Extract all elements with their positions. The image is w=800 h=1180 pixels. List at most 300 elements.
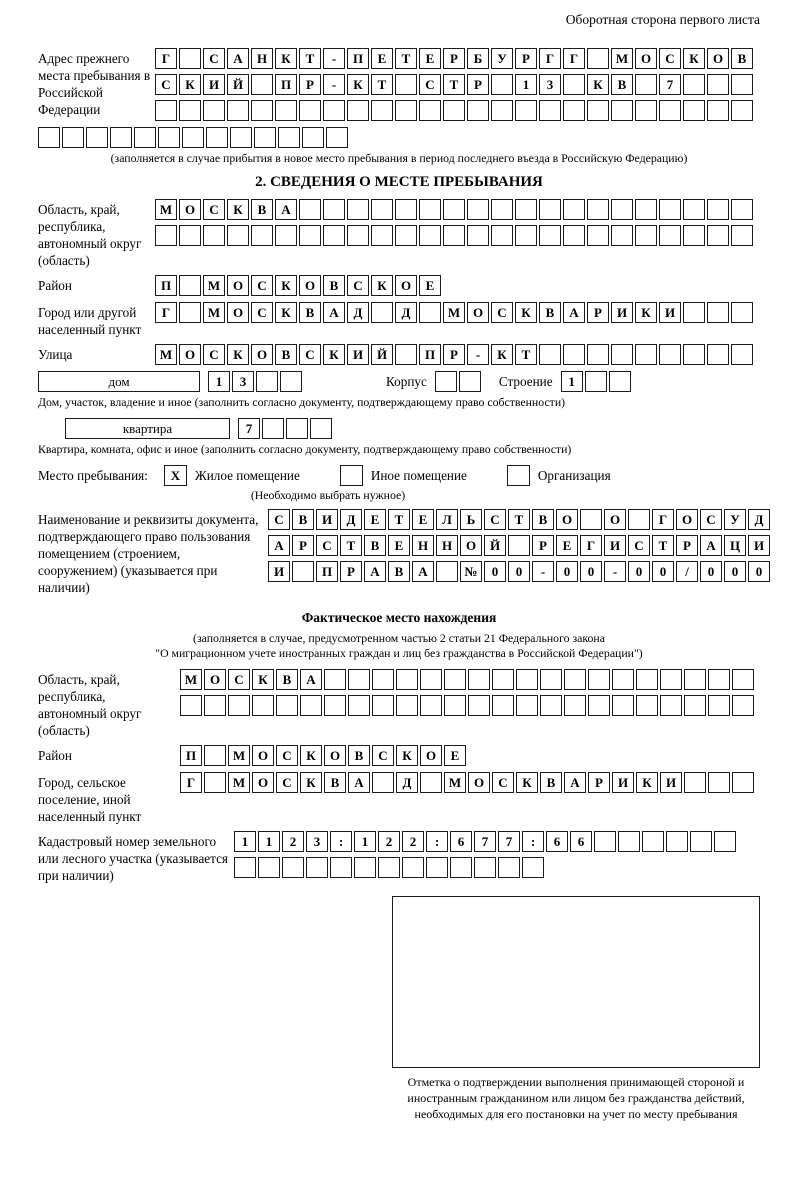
char-box[interactable]: [580, 509, 602, 530]
char-box[interactable]: [155, 100, 177, 121]
char-box[interactable]: С: [372, 745, 394, 766]
char-box[interactable]: [395, 199, 417, 220]
char-box[interactable]: [179, 225, 201, 246]
zhiloe-checkbox[interactable]: X: [164, 465, 187, 486]
char-box[interactable]: О: [604, 509, 626, 530]
char-box[interactable]: А: [323, 302, 345, 323]
char-box[interactable]: К: [587, 74, 609, 95]
char-box[interactable]: [732, 695, 754, 716]
char-box[interactable]: [492, 695, 514, 716]
char-box[interactable]: [491, 199, 513, 220]
char-box[interactable]: М: [155, 199, 177, 220]
char-box[interactable]: Ь: [460, 509, 482, 530]
char-box[interactable]: [587, 48, 609, 69]
char-box[interactable]: Т: [340, 535, 362, 556]
char-box[interactable]: [234, 857, 256, 878]
char-box[interactable]: [683, 225, 705, 246]
char-box[interactable]: К: [300, 745, 322, 766]
char-box[interactable]: А: [268, 535, 290, 556]
char-box[interactable]: [254, 127, 276, 148]
char-box[interactable]: [134, 127, 156, 148]
char-box[interactable]: [731, 199, 753, 220]
char-box[interactable]: [636, 695, 658, 716]
char-box[interactable]: [612, 669, 634, 690]
char-box[interactable]: [323, 225, 345, 246]
char-box[interactable]: [492, 669, 514, 690]
char-box[interactable]: [707, 100, 729, 121]
char-box[interactable]: О: [420, 745, 442, 766]
char-box[interactable]: Д: [395, 302, 417, 323]
char-box[interactable]: [498, 857, 520, 878]
char-box[interactable]: [204, 772, 226, 793]
char-box[interactable]: С: [299, 344, 321, 365]
char-box[interactable]: [436, 561, 458, 582]
char-box[interactable]: [310, 418, 332, 439]
char-box[interactable]: 2: [282, 831, 304, 852]
char-box[interactable]: С: [492, 772, 514, 793]
char-box[interactable]: [635, 344, 657, 365]
char-box[interactable]: [628, 509, 650, 530]
char-box[interactable]: [491, 225, 513, 246]
char-box[interactable]: В: [388, 561, 410, 582]
char-box[interactable]: [564, 669, 586, 690]
char-box[interactable]: 1: [234, 831, 256, 852]
char-box[interactable]: К: [396, 745, 418, 766]
char-box[interactable]: [179, 275, 201, 296]
char-box[interactable]: [508, 535, 530, 556]
char-box[interactable]: [707, 199, 729, 220]
char-box[interactable]: [278, 127, 300, 148]
char-box[interactable]: [594, 831, 616, 852]
char-box[interactable]: Е: [444, 745, 466, 766]
char-box[interactable]: [323, 199, 345, 220]
char-box[interactable]: [731, 302, 753, 323]
char-box[interactable]: [707, 225, 729, 246]
char-box[interactable]: [395, 344, 417, 365]
char-box[interactable]: [230, 127, 252, 148]
char-box[interactable]: [347, 225, 369, 246]
char-box[interactable]: О: [179, 344, 201, 365]
char-box[interactable]: О: [204, 669, 226, 690]
char-box[interactable]: [731, 74, 753, 95]
char-box[interactable]: Е: [419, 275, 441, 296]
char-box[interactable]: [707, 74, 729, 95]
char-box[interactable]: 0: [628, 561, 650, 582]
char-box[interactable]: У: [491, 48, 513, 69]
char-box[interactable]: Г: [539, 48, 561, 69]
char-box[interactable]: П: [419, 344, 441, 365]
char-box[interactable]: [540, 695, 562, 716]
char-box[interactable]: Н: [412, 535, 434, 556]
char-box[interactable]: Р: [588, 772, 610, 793]
char-box[interactable]: В: [348, 745, 370, 766]
char-box[interactable]: [252, 695, 274, 716]
char-box[interactable]: О: [676, 509, 698, 530]
char-box[interactable]: [540, 669, 562, 690]
char-box[interactable]: [707, 344, 729, 365]
char-box[interactable]: И: [203, 74, 225, 95]
char-box[interactable]: [683, 74, 705, 95]
char-box[interactable]: А: [275, 199, 297, 220]
char-box[interactable]: М: [180, 669, 202, 690]
char-box[interactable]: М: [611, 48, 633, 69]
char-box[interactable]: [708, 772, 730, 793]
char-box[interactable]: Е: [371, 48, 393, 69]
char-box[interactable]: А: [300, 669, 322, 690]
char-box[interactable]: Е: [412, 509, 434, 530]
char-box[interactable]: :: [426, 831, 448, 852]
char-box[interactable]: [444, 669, 466, 690]
char-box[interactable]: [419, 199, 441, 220]
char-box[interactable]: 7: [238, 418, 260, 439]
char-box[interactable]: К: [300, 772, 322, 793]
char-box[interactable]: К: [371, 275, 393, 296]
char-box[interactable]: А: [700, 535, 722, 556]
char-box[interactable]: [354, 857, 376, 878]
char-box[interactable]: И: [268, 561, 290, 582]
char-box[interactable]: [348, 669, 370, 690]
char-box[interactable]: [258, 857, 280, 878]
char-box[interactable]: [611, 199, 633, 220]
char-box[interactable]: [323, 100, 345, 121]
char-box[interactable]: Р: [676, 535, 698, 556]
char-box[interactable]: А: [412, 561, 434, 582]
char-box[interactable]: [275, 225, 297, 246]
char-box[interactable]: К: [227, 199, 249, 220]
char-box[interactable]: 0: [484, 561, 506, 582]
char-box[interactable]: О: [251, 344, 273, 365]
char-box[interactable]: И: [659, 302, 681, 323]
char-box[interactable]: [396, 669, 418, 690]
char-box[interactable]: [203, 100, 225, 121]
char-box[interactable]: М: [228, 745, 250, 766]
char-box[interactable]: [348, 695, 370, 716]
char-box[interactable]: [420, 695, 442, 716]
char-box[interactable]: [347, 199, 369, 220]
char-box[interactable]: [443, 199, 465, 220]
char-box[interactable]: М: [443, 302, 465, 323]
char-box[interactable]: [539, 100, 561, 121]
char-box[interactable]: [732, 669, 754, 690]
char-box[interactable]: [302, 127, 324, 148]
char-box[interactable]: Р: [532, 535, 554, 556]
char-box[interactable]: С: [268, 509, 290, 530]
char-box[interactable]: [660, 669, 682, 690]
char-box[interactable]: [609, 371, 631, 392]
char-box[interactable]: И: [612, 772, 634, 793]
char-box[interactable]: Р: [299, 74, 321, 95]
char-box[interactable]: [280, 371, 302, 392]
char-box[interactable]: Г: [580, 535, 602, 556]
char-box[interactable]: Б: [467, 48, 489, 69]
char-box[interactable]: У: [724, 509, 746, 530]
char-box[interactable]: П: [155, 275, 177, 296]
char-box[interactable]: Й: [371, 344, 393, 365]
char-box[interactable]: [635, 74, 657, 95]
char-box[interactable]: [684, 669, 706, 690]
char-box[interactable]: К: [347, 74, 369, 95]
char-box[interactable]: С: [155, 74, 177, 95]
char-box[interactable]: М: [228, 772, 250, 793]
char-box[interactable]: /: [676, 561, 698, 582]
char-box[interactable]: [38, 127, 60, 148]
char-box[interactable]: [659, 199, 681, 220]
char-box[interactable]: С: [251, 275, 273, 296]
char-box[interactable]: [491, 100, 513, 121]
char-box[interactable]: О: [468, 772, 490, 793]
char-box[interactable]: Г: [155, 48, 177, 69]
char-box[interactable]: -: [532, 561, 554, 582]
char-box[interactable]: В: [324, 772, 346, 793]
char-box[interactable]: К: [635, 302, 657, 323]
char-box[interactable]: К: [515, 302, 537, 323]
char-box[interactable]: [516, 695, 538, 716]
char-box[interactable]: М: [155, 344, 177, 365]
char-box[interactable]: -: [467, 344, 489, 365]
char-box[interactable]: [659, 344, 681, 365]
char-box[interactable]: [204, 695, 226, 716]
char-box[interactable]: С: [700, 509, 722, 530]
char-box[interactable]: №: [460, 561, 482, 582]
char-box[interactable]: О: [252, 745, 274, 766]
char-box[interactable]: Г: [652, 509, 674, 530]
char-box[interactable]: [459, 371, 481, 392]
char-box[interactable]: [419, 302, 441, 323]
char-box[interactable]: [371, 302, 393, 323]
char-box[interactable]: [450, 857, 472, 878]
char-box[interactable]: [690, 831, 712, 852]
char-box[interactable]: [708, 695, 730, 716]
char-box[interactable]: :: [522, 831, 544, 852]
char-box[interactable]: К: [227, 344, 249, 365]
char-box[interactable]: М: [203, 275, 225, 296]
char-box[interactable]: И: [660, 772, 682, 793]
char-box[interactable]: [642, 831, 664, 852]
char-box[interactable]: В: [323, 275, 345, 296]
char-box[interactable]: [467, 100, 489, 121]
char-box[interactable]: Т: [395, 48, 417, 69]
char-box[interactable]: [395, 225, 417, 246]
char-box[interactable]: А: [564, 772, 586, 793]
char-box[interactable]: Г: [563, 48, 585, 69]
char-box[interactable]: [292, 561, 314, 582]
char-box[interactable]: [419, 225, 441, 246]
char-box[interactable]: :: [330, 831, 352, 852]
char-box[interactable]: А: [364, 561, 386, 582]
char-box[interactable]: [256, 371, 278, 392]
char-box[interactable]: [731, 344, 753, 365]
char-box[interactable]: В: [276, 669, 298, 690]
char-box[interactable]: [275, 100, 297, 121]
char-box[interactable]: С: [419, 74, 441, 95]
char-box[interactable]: С: [203, 344, 225, 365]
char-box[interactable]: 0: [580, 561, 602, 582]
char-box[interactable]: Т: [515, 344, 537, 365]
char-box[interactable]: 1: [515, 74, 537, 95]
char-box[interactable]: [587, 100, 609, 121]
char-box[interactable]: О: [179, 199, 201, 220]
char-box[interactable]: [683, 199, 705, 220]
char-box[interactable]: А: [563, 302, 585, 323]
char-box[interactable]: К: [275, 275, 297, 296]
char-box[interactable]: 1: [354, 831, 376, 852]
char-box[interactable]: [539, 344, 561, 365]
char-box[interactable]: [372, 695, 394, 716]
char-box[interactable]: [282, 857, 304, 878]
char-box[interactable]: Е: [419, 48, 441, 69]
char-box[interactable]: К: [252, 669, 274, 690]
char-box[interactable]: Д: [396, 772, 418, 793]
char-box[interactable]: 7: [659, 74, 681, 95]
char-box[interactable]: В: [731, 48, 753, 69]
char-box[interactable]: [708, 669, 730, 690]
char-box[interactable]: Е: [556, 535, 578, 556]
char-box[interactable]: [468, 669, 490, 690]
inoe-checkbox[interactable]: [340, 465, 363, 486]
char-box[interactable]: [371, 199, 393, 220]
char-box[interactable]: [683, 100, 705, 121]
char-box[interactable]: [110, 127, 132, 148]
char-box[interactable]: И: [604, 535, 626, 556]
char-box[interactable]: Е: [388, 535, 410, 556]
char-box[interactable]: В: [540, 772, 562, 793]
char-box[interactable]: -: [323, 48, 345, 69]
char-box[interactable]: [515, 199, 537, 220]
char-box[interactable]: Т: [299, 48, 321, 69]
char-box[interactable]: П: [180, 745, 202, 766]
char-box[interactable]: [251, 74, 273, 95]
char-box[interactable]: [306, 857, 328, 878]
char-box[interactable]: К: [323, 344, 345, 365]
char-box[interactable]: С: [251, 302, 273, 323]
char-box[interactable]: С: [203, 48, 225, 69]
char-box[interactable]: О: [227, 275, 249, 296]
char-box[interactable]: С: [659, 48, 681, 69]
char-box[interactable]: Р: [340, 561, 362, 582]
char-box[interactable]: М: [203, 302, 225, 323]
char-box[interactable]: 3: [539, 74, 561, 95]
char-box[interactable]: [395, 74, 417, 95]
char-box[interactable]: Й: [484, 535, 506, 556]
char-box[interactable]: [659, 225, 681, 246]
char-box[interactable]: [62, 127, 84, 148]
char-box[interactable]: [179, 48, 201, 69]
char-box[interactable]: [522, 857, 544, 878]
char-box[interactable]: [443, 100, 465, 121]
char-box[interactable]: [420, 772, 442, 793]
char-box[interactable]: [660, 695, 682, 716]
char-box[interactable]: В: [299, 302, 321, 323]
char-box[interactable]: С: [228, 669, 250, 690]
char-box[interactable]: [539, 225, 561, 246]
char-box[interactable]: К: [636, 772, 658, 793]
char-box[interactable]: С: [203, 199, 225, 220]
char-box[interactable]: 0: [556, 561, 578, 582]
char-box[interactable]: В: [275, 344, 297, 365]
char-box[interactable]: [539, 199, 561, 220]
char-box[interactable]: Д: [340, 509, 362, 530]
char-box[interactable]: Р: [443, 344, 465, 365]
char-box[interactable]: С: [276, 745, 298, 766]
char-box[interactable]: Н: [436, 535, 458, 556]
char-box[interactable]: [587, 344, 609, 365]
char-box[interactable]: [635, 225, 657, 246]
char-box[interactable]: [396, 695, 418, 716]
char-box[interactable]: [435, 371, 457, 392]
char-box[interactable]: [206, 127, 228, 148]
char-box[interactable]: [683, 344, 705, 365]
char-box[interactable]: 7: [498, 831, 520, 852]
char-box[interactable]: -: [323, 74, 345, 95]
char-box[interactable]: [227, 100, 249, 121]
char-box[interactable]: С: [347, 275, 369, 296]
char-box[interactable]: П: [316, 561, 338, 582]
char-box[interactable]: 2: [378, 831, 400, 852]
char-box[interactable]: 0: [700, 561, 722, 582]
char-box[interactable]: Е: [364, 509, 386, 530]
char-box[interactable]: 0: [724, 561, 746, 582]
char-box[interactable]: Й: [227, 74, 249, 95]
char-box[interactable]: В: [539, 302, 561, 323]
char-box[interactable]: [227, 225, 249, 246]
char-box[interactable]: 1: [208, 371, 230, 392]
char-box[interactable]: [299, 199, 321, 220]
char-box[interactable]: [372, 772, 394, 793]
char-box[interactable]: [330, 857, 352, 878]
char-box[interactable]: [683, 302, 705, 323]
char-box[interactable]: [395, 100, 417, 121]
char-box[interactable]: [666, 831, 688, 852]
char-box[interactable]: П: [275, 74, 297, 95]
char-box[interactable]: [158, 127, 180, 148]
char-box[interactable]: [684, 695, 706, 716]
char-box[interactable]: С: [628, 535, 650, 556]
char-box[interactable]: А: [227, 48, 249, 69]
char-box[interactable]: [731, 225, 753, 246]
char-box[interactable]: [611, 100, 633, 121]
char-box[interactable]: [286, 418, 308, 439]
char-box[interactable]: [618, 831, 640, 852]
char-box[interactable]: [714, 831, 736, 852]
char-box[interactable]: В: [532, 509, 554, 530]
char-box[interactable]: [371, 225, 393, 246]
char-box[interactable]: [563, 199, 585, 220]
char-box[interactable]: С: [316, 535, 338, 556]
char-box[interactable]: [251, 100, 273, 121]
char-box[interactable]: [179, 302, 201, 323]
char-box[interactable]: С: [484, 509, 506, 530]
char-box[interactable]: [467, 225, 489, 246]
char-box[interactable]: О: [556, 509, 578, 530]
char-box[interactable]: 1: [258, 831, 280, 852]
char-box[interactable]: Р: [443, 48, 465, 69]
char-box[interactable]: О: [467, 302, 489, 323]
char-box[interactable]: [426, 857, 448, 878]
char-box[interactable]: -: [604, 561, 626, 582]
char-box[interactable]: Д: [748, 509, 770, 530]
char-box[interactable]: [299, 225, 321, 246]
char-box[interactable]: [588, 669, 610, 690]
char-box[interactable]: Т: [443, 74, 465, 95]
char-box[interactable]: [563, 225, 585, 246]
char-box[interactable]: Д: [347, 302, 369, 323]
char-box[interactable]: [300, 695, 322, 716]
char-box[interactable]: [474, 857, 496, 878]
char-box[interactable]: [419, 100, 441, 121]
char-box[interactable]: [732, 772, 754, 793]
char-box[interactable]: 0: [508, 561, 530, 582]
char-box[interactable]: [299, 100, 321, 121]
